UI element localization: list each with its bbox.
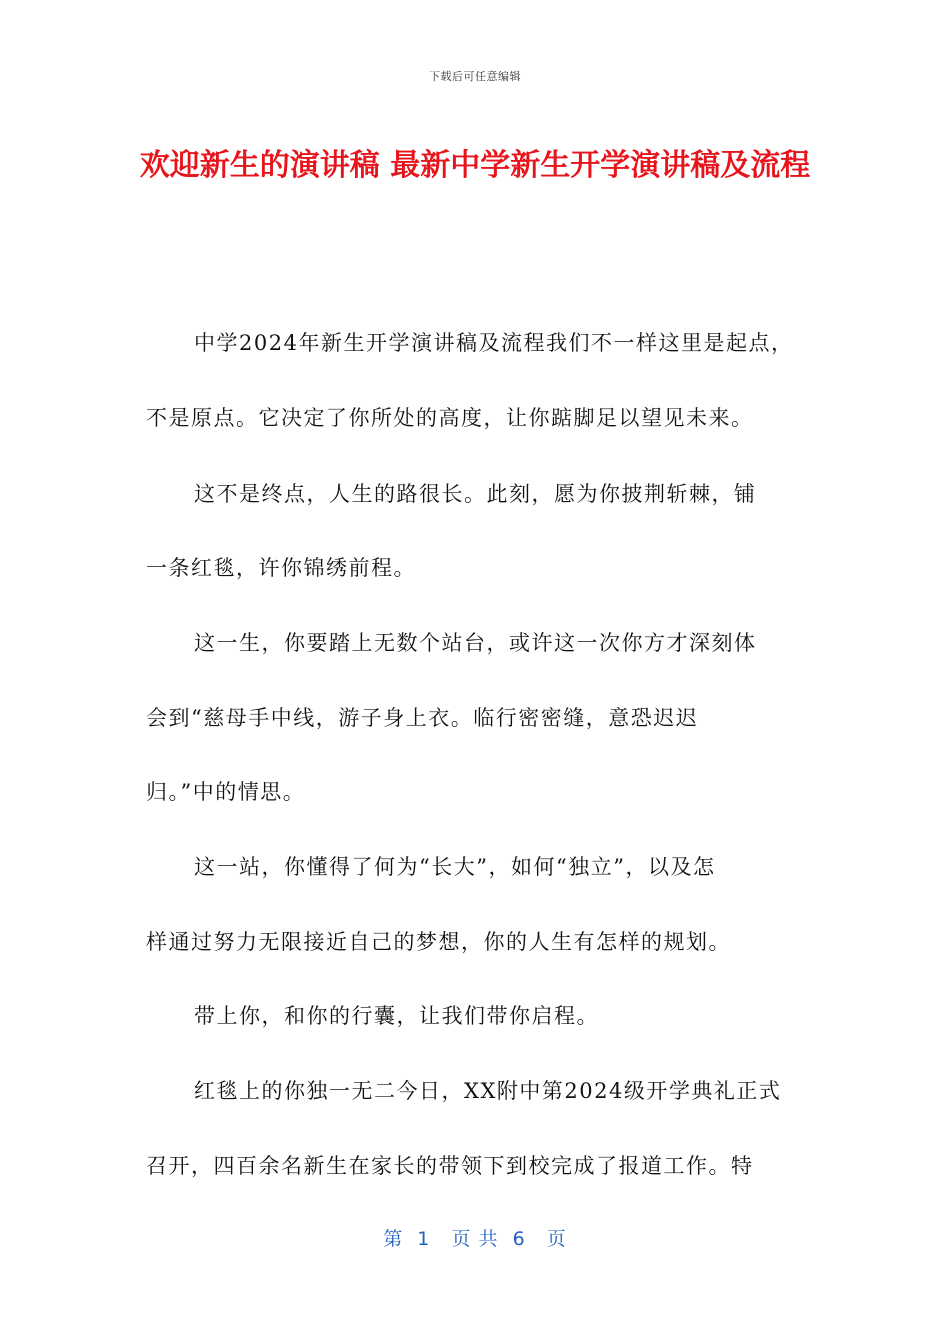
paragraph-line: 不是原点。它决定了你所处的高度，让你踮脚足以望见未来。	[146, 406, 754, 430]
paragraph-line: 归。”中的情思。	[146, 780, 306, 804]
paragraph-line: 召开，四百余名新生在家长的带领下到校完成了报道工作。特	[146, 1154, 754, 1178]
page-number-footer: 第 1 页 共 6 页	[383, 1228, 567, 1250]
paragraph-line: 中学2024年新生开学演讲稿及流程我们不一样这里是起点，	[194, 331, 794, 355]
paragraph-line: 这不是终点，人生的路很长。此刻，愿为你披荆斩棘，铺	[194, 482, 757, 506]
paragraph-line: 这一生，你要踏上无数个站台，或许这一次你方才深刻体	[194, 631, 757, 655]
paragraph-line: 带上你，和你的行囊，让我们带你启程。	[194, 1004, 599, 1028]
paragraph-line: 一条红毯，许你锦绣前程。	[146, 556, 416, 580]
paragraph-line: 这一站，你懂得了何为“长大”，如何“独立”，以及怎	[194, 855, 716, 879]
paragraph-line: 会到“慈母手中线，游子身上衣。临行密密缝，意恐迟迟	[146, 706, 699, 730]
page-header: 下载后可任意编辑	[429, 70, 521, 83]
document-title: 欢迎新生的演讲稿 最新中学新生开学演讲稿及流程	[139, 148, 811, 183]
paragraph-line: 红毯上的你独一无二今日，XX附中第2024级开学典礼正式	[194, 1079, 782, 1103]
paragraph-line: 样通过努力无限接近自己的梦想，你的人生有怎样的规划。	[146, 930, 731, 954]
